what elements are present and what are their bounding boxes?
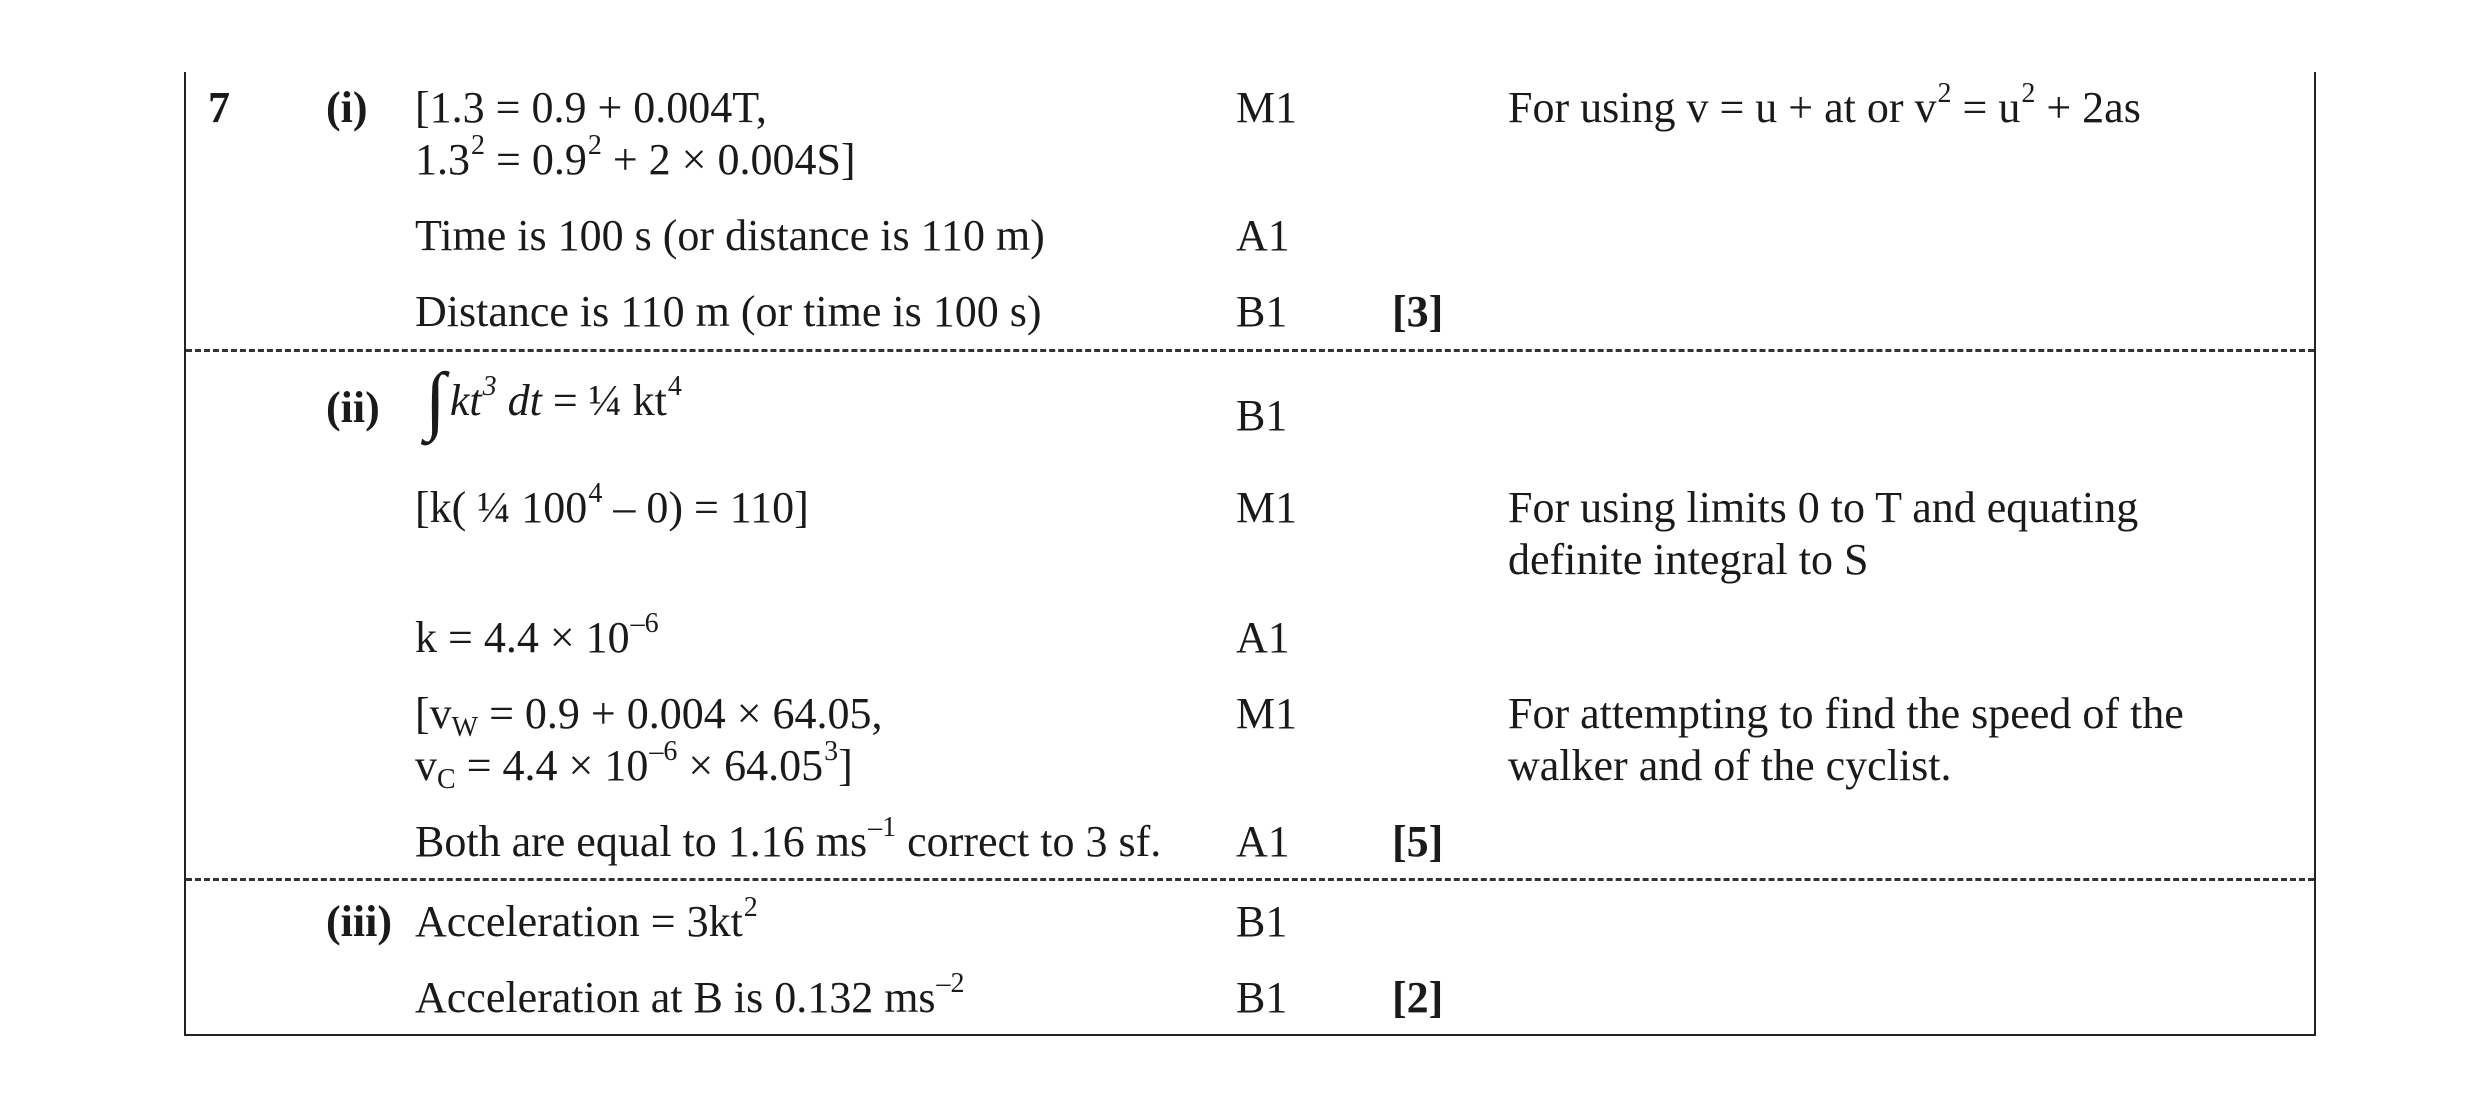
mark-ii-3: A1: [1236, 613, 1290, 662]
mark-ii-4: M1: [1236, 689, 1298, 738]
part-label-ii: (ii): [326, 383, 380, 432]
working-ii-4-line1: [$v_W = 0.9 + 0.004 \times 64.05$,: [415, 689, 883, 743]
guidance-i-1: For using v = u + at or $v^2 = u^2 + 2as$: [1508, 78, 2141, 132]
mark-ii-5: A1: [1236, 817, 1290, 866]
guidance-ii-4-line1: For attempting to find the speed of the: [1508, 689, 2184, 738]
working-i-1-line2: $1.3^2 = 0.9^2 + 2 \times 0.004S$]: [415, 130, 856, 184]
working-ii-1: $\int kt^3$ dt = ¼ $kt^4$: [425, 358, 682, 442]
mark-i-1: M1: [1236, 83, 1298, 132]
mark-i-2: A1: [1236, 211, 1290, 260]
working-i-3: Distance is 110 m (or time is 100 s): [415, 287, 1042, 336]
working-i-1-line1: [1.3 = 0.9 + 0.004T,: [415, 83, 767, 132]
question-number: 7: [208, 83, 230, 132]
mark-i-3: B1: [1236, 287, 1288, 336]
working-iii-1: Acceleration = $3kt^2$: [415, 892, 758, 946]
divider-i-ii: [186, 349, 2314, 352]
working-ii-3: $k = 4.4 \times 10^{-6}$: [415, 608, 659, 662]
total-i: [3]: [1392, 287, 1444, 336]
mark-ii-1: B1: [1236, 391, 1288, 440]
working-ii-2: [k( ¼ $100^4 - 0) = 110$]: [415, 478, 809, 532]
working-ii-5: Both are equal to 1.16 $ms^{-1}$ correct to 3 sf.: [415, 812, 1162, 866]
integral-symbol: ∫: [425, 358, 446, 442]
guidance-ii-2-line1: For using limits 0 to T and equating: [1508, 483, 2139, 532]
total-iii: [2]: [1392, 973, 1444, 1022]
mark-iii-1: B1: [1236, 897, 1288, 946]
working-iii-2: Acceleration at B is 0.132 $ms^{-2}$: [415, 968, 965, 1022]
divider-ii-iii: [186, 878, 2314, 881]
mark-iii-2: B1: [1236, 973, 1288, 1022]
working-ii-4-line2: $v_C = 4.4 \times 10^{-6} \times 64.05^3$]: [415, 736, 853, 795]
part-label-i: (i): [326, 83, 368, 132]
part-label-iii: (iii): [326, 897, 392, 946]
guidance-ii-4-line2: walker and of the cyclist.: [1508, 741, 1952, 790]
working-i-2: Time is 100 s (or distance is 110 m): [415, 211, 1045, 260]
mark-ii-2: M1: [1236, 483, 1298, 532]
guidance-ii-2-line2: definite integral to S: [1508, 535, 1869, 584]
total-ii: [5]: [1392, 817, 1444, 866]
